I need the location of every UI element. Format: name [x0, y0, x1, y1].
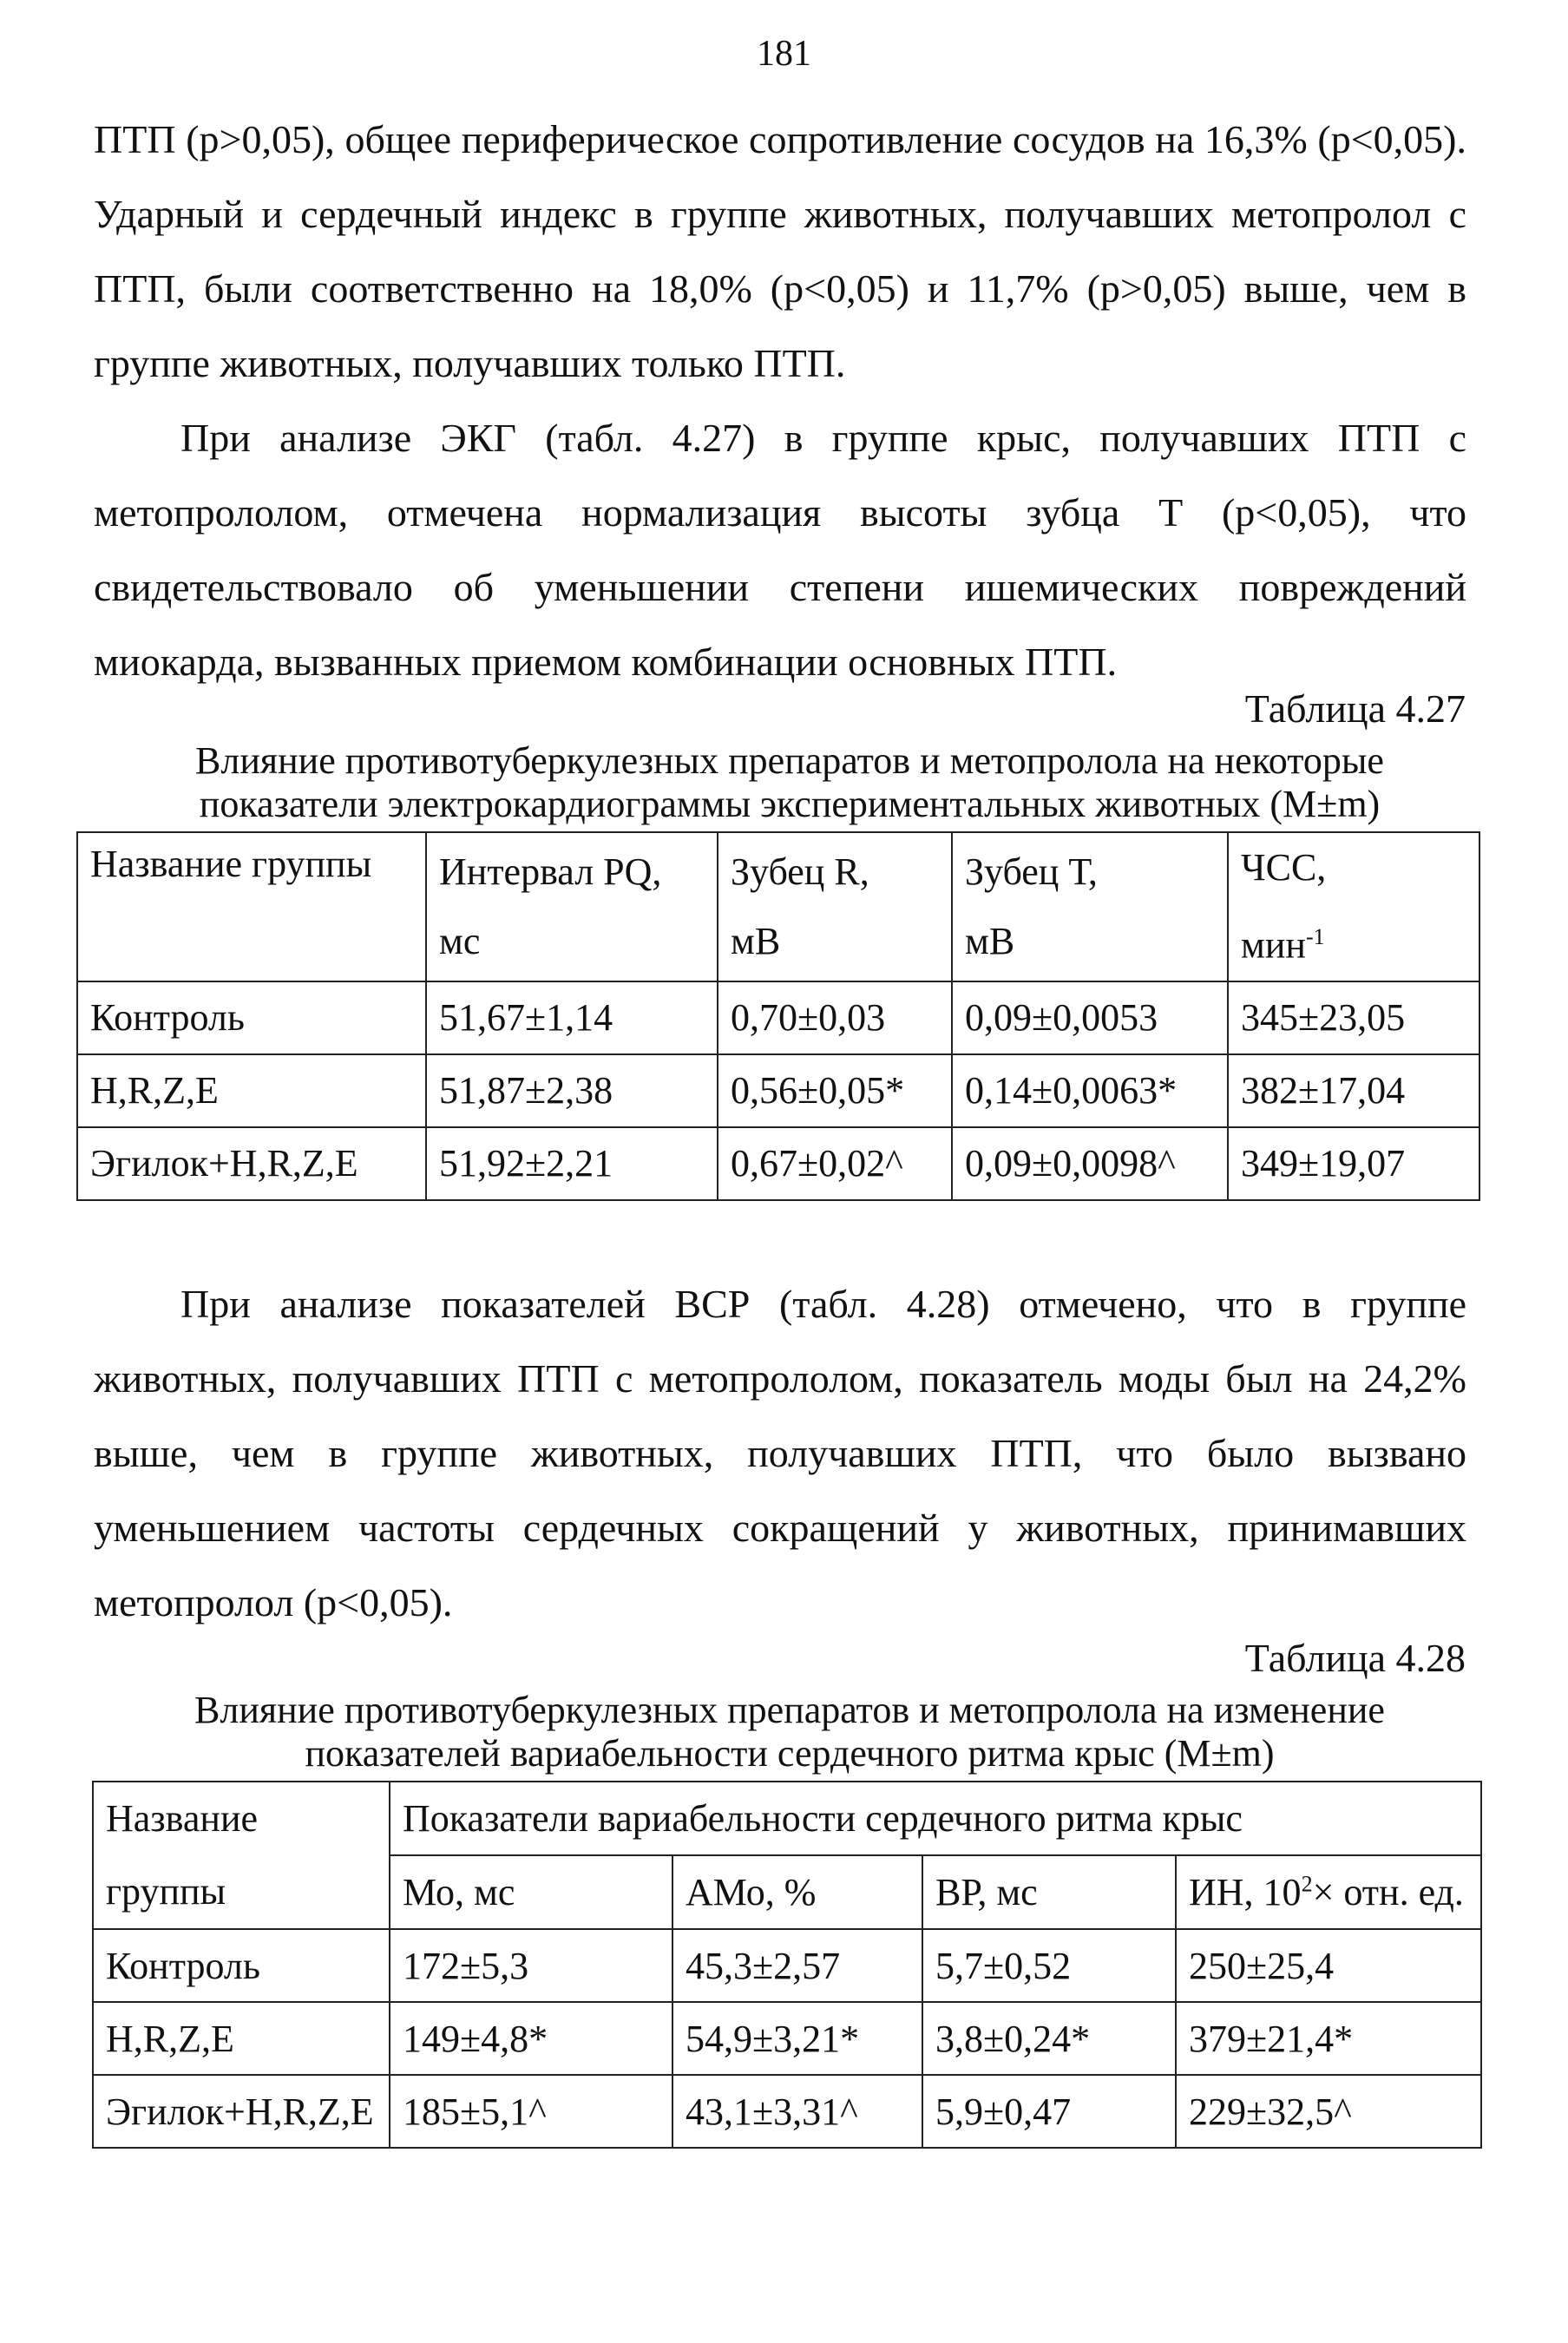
table-4-27-label: Таблица 4.27: [1244, 686, 1466, 731]
table-4-28-caption-line1: Влияние противотуберкулезных препаратов и метопролола на изменение: [194, 1689, 1385, 1731]
page-number: 181: [757, 34, 811, 74]
cell-pq: 51,67±1,14: [426, 981, 718, 1054]
cell-in: 379±21,4*: [1176, 2002, 1481, 2075]
cell-pq: 51,87±2,38: [426, 1054, 718, 1127]
cell-r: 0,56±0,05*: [718, 1054, 952, 1127]
table-4-27-caption-line2: показатели электрокардиограммы экспериментальных животных (M±m): [199, 783, 1381, 825]
cell-group: Контроль: [77, 981, 426, 1054]
cell-mo: 185±5,1^: [390, 2075, 672, 2148]
cell-t: 0,09±0,0053: [952, 981, 1228, 1054]
header-amo: АМо, %: [672, 1855, 922, 1929]
table-row: [77, 981, 1479, 1054]
header-mo: Мо, мс: [390, 1855, 672, 1929]
cell-r: 0,67±0,02^: [718, 1127, 952, 1200]
table-row: [93, 2075, 1481, 2148]
paragraph-hrv-analysis: При анализе показателей ВСР (табл. 4.28) отмечено, что в группе животных, получавших ПТП с метопрололом, показатель моды был на 24,2% выше, чем в группе животных, получавших ПТП, что было вызвано уменьшением частоты сердечных сокращений у животных, принимавших метопролол (p<0,05).: [94, 1282, 1466, 1624]
cell-t: 0,09±0,0098^: [952, 1127, 1228, 1200]
paragraph-continuation: ПТП (p>0,05), общее периферическое сопротивление сосудов на 16,3% (p<0,05). Ударный и сердечный индекс в группе животных, получавших метопролол с ПТП, были соответственно на 18,0% (p<0,05) и 11,7% (p>0,05) выше, чем в группе животных, получавших только ПТП.: [94, 117, 1466, 385]
table-row: [77, 1054, 1479, 1127]
cell-hr: 382±17,04: [1228, 1054, 1479, 1127]
table-4-27-caption: [52, 739, 1527, 826]
cell-vr: 3,8±0,24*: [922, 2002, 1176, 2075]
cell-group: H,R,Z,E: [77, 1054, 426, 1127]
table-4-27-caption-line1: Влияние противотуберкулезных препаратов и метопролола на некоторые: [195, 739, 1384, 782]
cell-hr: 349±19,07: [1228, 1127, 1479, 1200]
table-4-28-label: Таблица 4.28: [1244, 1636, 1466, 1680]
header-hrv-span: Показатели вариабельности сердечного ритма крыс: [390, 1782, 1481, 1855]
table-4-28-caption: [52, 1689, 1527, 1775]
table-header-row: [77, 832, 1479, 981]
header-group-name: Название группы: [77, 832, 426, 981]
table-row: [93, 2002, 1481, 2075]
cell-hr: 345±23,05: [1228, 981, 1479, 1054]
cell-mo: 172±5,3: [390, 1929, 672, 2002]
cell-group: Контроль: [93, 1929, 390, 2002]
header-pq-interval: Интервал PQ, мс: [426, 832, 718, 981]
cell-in: 229±32,5^: [1176, 2075, 1481, 2148]
header-t-wave: Зубец Т, мВ: [952, 832, 1228, 981]
cell-amo: 54,9±3,21*: [672, 2002, 922, 2075]
cell-in: 250±25,4: [1176, 1929, 1481, 2002]
cell-vr: 5,9±0,47: [922, 2075, 1176, 2148]
cell-pq: 51,92±2,21: [426, 1127, 718, 1200]
table-4-27: [76, 831, 1480, 1201]
cell-vr: 5,7±0,52: [922, 1929, 1176, 2002]
table-row: [77, 1127, 1479, 1200]
cell-mo: 149±4,8*: [390, 2002, 672, 2075]
cell-amo: 43,1±3,31^: [672, 2075, 922, 2148]
cell-r: 0,70±0,03: [718, 981, 952, 1054]
table-row: [93, 1929, 1481, 2002]
table-header-row: [93, 1782, 1481, 1855]
cell-group: Эгилок+H,R,Z,E: [77, 1127, 426, 1200]
header-r-wave: Зубец R, мВ: [718, 832, 952, 981]
cell-group: H,R,Z,E: [93, 2002, 390, 2075]
paragraph-ecg-analysis: При анализе ЭКГ (табл. 4.27) в группе крыс, получавших ПТП с метопрололом, отмечена нормализация высоты зубца Т (p<0,05), что свидетельствовало об уменьшении степени ишемических повреждений миокарда, вызванных приемом комбинации основных ПТП.: [94, 416, 1466, 684]
header-in: ИН, $10^2\times$ отн. ед.: [1176, 1855, 1481, 1929]
cell-amo: 45,3±2,57: [672, 1929, 922, 2002]
cell-group: Эгилок+H,R,Z,E: [93, 2075, 390, 2148]
table-4-28-caption-line2: показателей вариабельности сердечного ритма крыс (M±m): [305, 1732, 1275, 1775]
table-4-28: [92, 1781, 1482, 2149]
header-heart-rate: ЧСС, мин$^{-1}$: [1228, 832, 1479, 981]
cell-t: 0,14±0,0063*: [952, 1054, 1228, 1127]
header-vr: ВР, мс: [922, 1855, 1176, 1929]
header-group-name: Название группы: [93, 1782, 390, 1929]
